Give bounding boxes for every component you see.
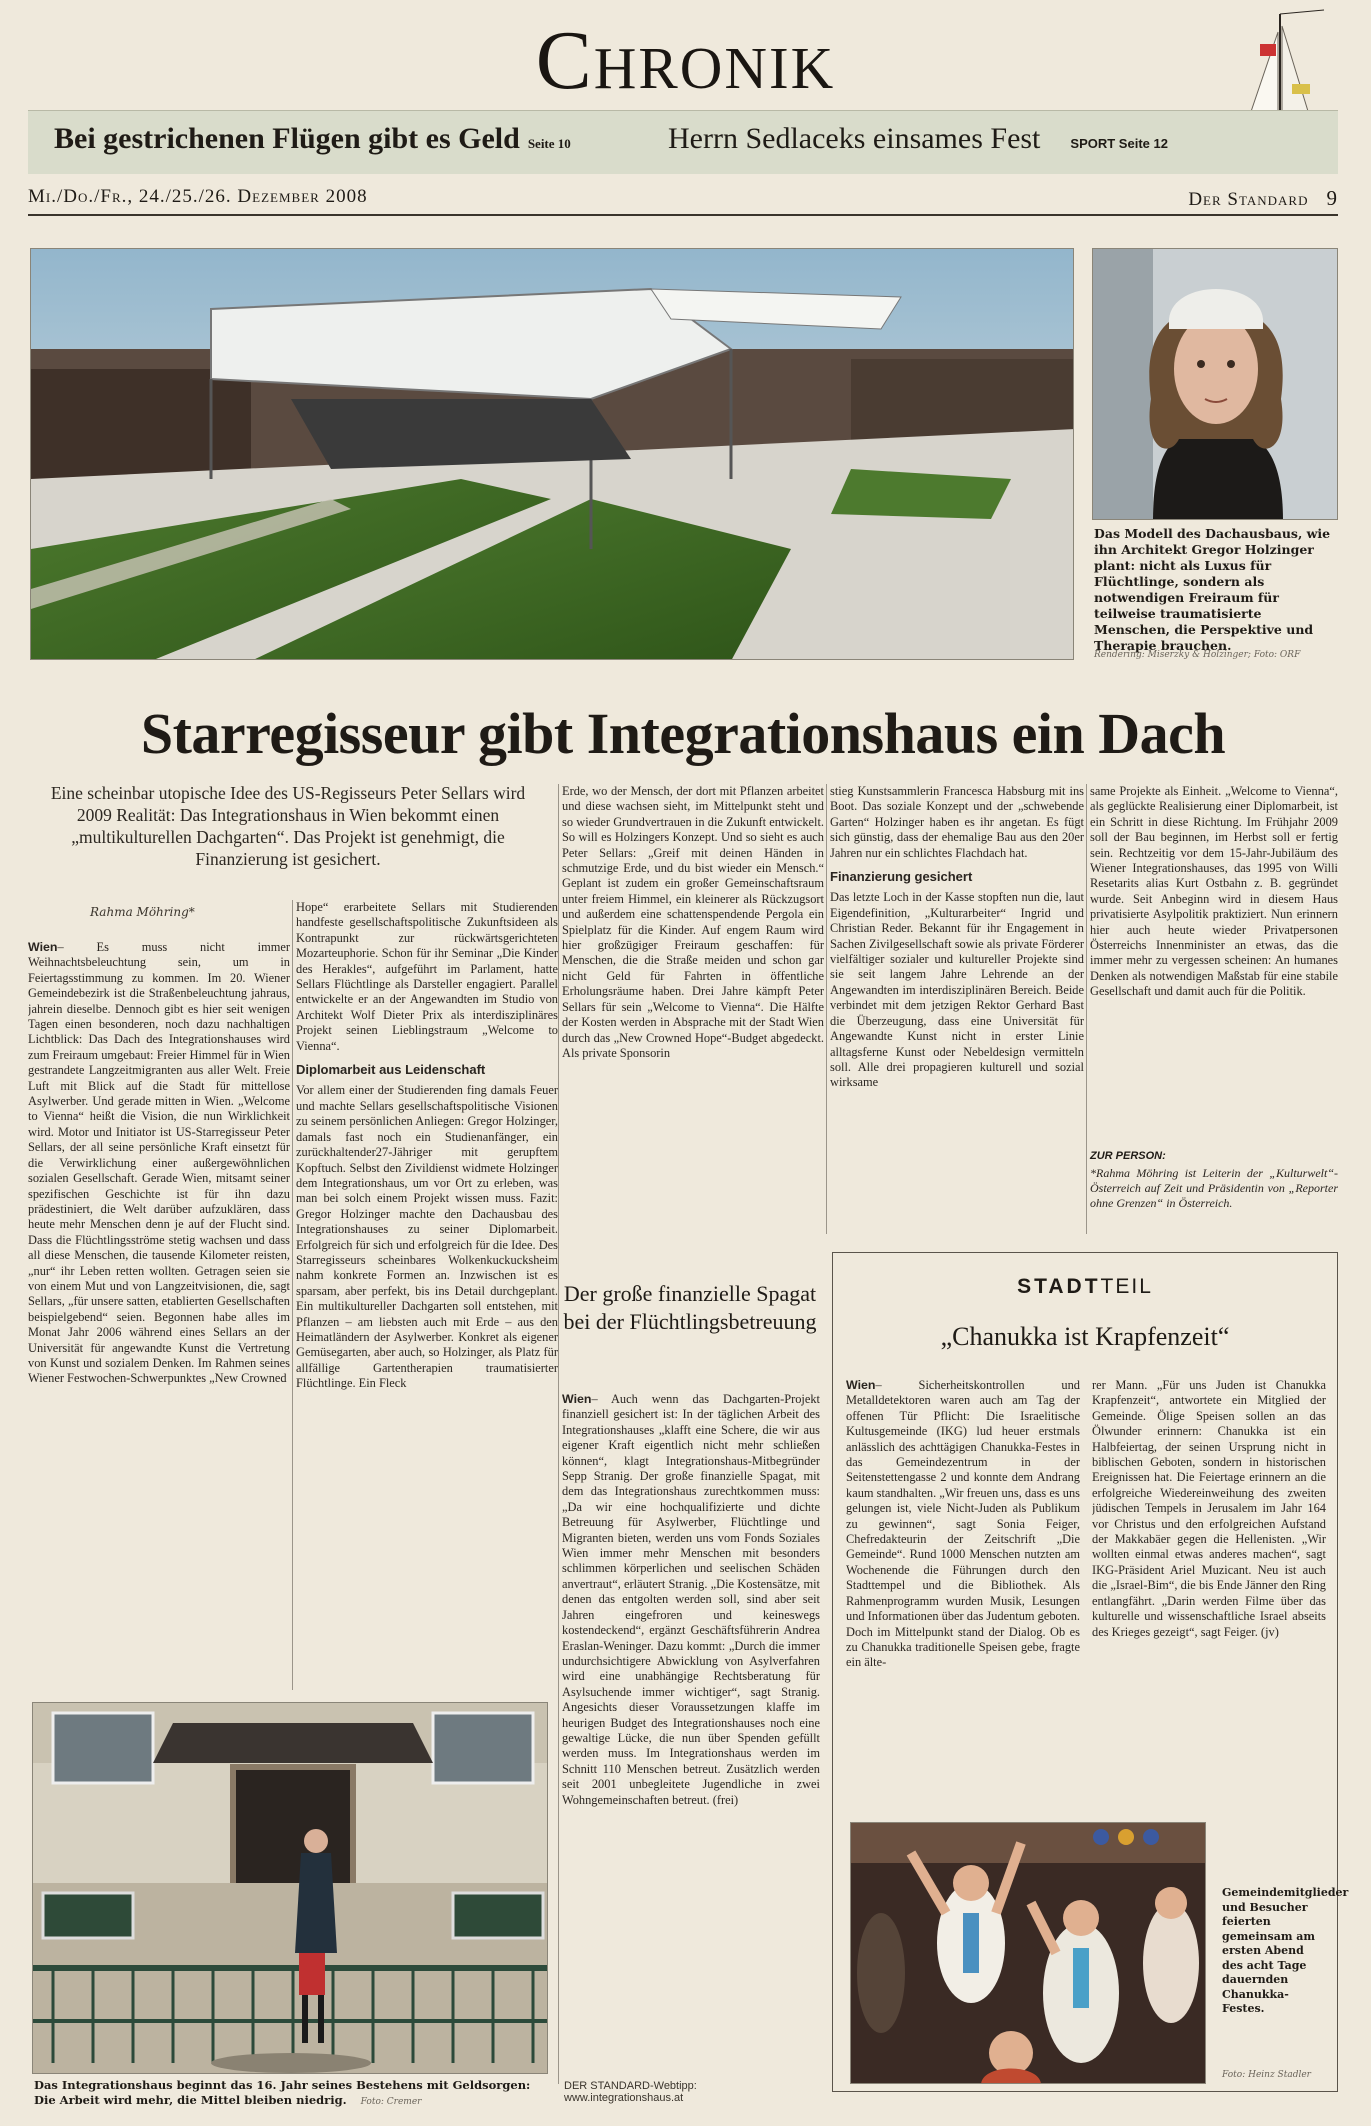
article-column-2 [296,900,558,1700]
rooftop-rendering-image [31,249,1074,660]
article-column-3 [562,784,824,1234]
article-column-1 [28,940,290,1700]
column-divider [1086,784,1087,1234]
article-dateline: Wien [28,940,58,954]
stadtteil-column-2 [1092,1378,1326,1818]
article-col4-text: stieg Kunstsammlerin Francesca Habsburg mit ins Boot. Das soziale Konzept und der „schwebende Garten“ Holzinger haben es ihr angetan. Es fügt sich günstig, dass der ehemalige Bau aus den 20er Jahren nur ein schlichtes Flachdach hat. [830,784,1084,860]
column-divider [292,900,293,1690]
column-divider [558,784,559,2084]
article-col4b-text: Das letzte Loch in der Kasse stopften nun die, laut Eigendefinition, „Kulturarbeiter“ Ingrid und Christian Reder. Bekannt für ihr Engagement in Sachen Zivilgesellschaft sowie als private Förderer vielfältiger sozialer und kultureller Projekte sind sie seit langem Jahre Lehrende an der Angewandten im interdisziplinären Bereich. Beide verbindet mit dem jetzigen Rektor Gerhard Bast die Überzeugung, dass eine Universität für Angewandte Kunst nicht in erster Linie alltagsferne Kunst oder Nebeldesign vermitteln soll. Alle drei propagieren kulturell und sozial wirksame [830,890,1084,1090]
article-col2-text: Hope“ erarbeitete Sellars mit Studierenden handfeste gesellschaftspolitische Zukunftsideen als Kontrapunkt zur rückwärtsgerichteten Mozarteuphorie. Schon für ihr Seminar „Die Kinder des Herakles“, aufgeführt im Parlament, hatte Sellars Flüchtlinge als Darsteller engagiert. Parallel entwickelte er an der Angewandten im Studio von Architekt Wolf Dieter Prix als interdisziplinäres Projekt seinen Lieblingstraum „Welcome to Vienna“. [296,900,558,1053]
chanukka-photo-caption: Gemeindemitglieder und Besucher feierten gemeinsam am ersten Abend des acht Tage dauernden Chanukka-Festes. [1222,1886,1349,2015]
paper-title: Der Standard [1188,189,1309,210]
article-col1-text: – Es muss nicht immer Weihnachtsbeleuchtung sein, um in Feiertagsstimmung zu kommen. Im 20. Wiener Gemeindebezirk ist die Straßenbeleuchtung jahraus, jahrein dieselbe. Dennoch gibt es hier seit wenigen Tagen einen besonderen, noch dazu nachhaltigen Lichtblick: Das Dach des Integrationshauses wird zum Freiraum umgebaut: Freier Himmel für in Wien gestrandete Langzeitmigranten aus aller Welt. Freie Luft mit Blick auf die Stadt für mittellose Asylwerber. Und gerade mitten in Wien. „Welcome to Vienna“ heißt die Vision, die nun Wirklichkeit wird. Motor und Initiator ist US-Starregisseur Peter Sellars, der all seine persönliche Kraft einsetzt für die Verwirklichung einer außergewöhnlichen sozialen Gesellschaft. Gerade Wien, mitsamt seiner spezifischen Geschichte ist für ihn dazu prädestiniert, die Welt darüber aufzuklären, dass heute mehr Menschen denn je auf der Flucht sind. Dass die Flüchtlingsströme stetig wachsen und dass all diese Menschen, die tausende Kilometer reisten, „nur“ ihr Leben retten wollten. Getragen seien sie von einem Mut und von Langzeitvisionen, die, sagt Sellars, „für unsere satten, etablierten Gesellschaften beispielgebend“ seien. Begonnen habe alles im Monat Jahr 2006 während eines Sellars an der Universität für angewandte Kunst die Vertretung von Kunst und sozialem Denken. Im Rahmen seines Wiener Festwochen-Schwerpunktes „New Crowned [28,940,290,1386]
article-headline: Starregisseur gibt Integrationshaus ein Dach [140,701,1226,766]
teaser-right-title: Herrn Sedlaceks einsames Fest [668,122,1041,155]
chanukka-photo [850,1822,1206,2084]
side-article-headline: Der große finanzielle Spagat bei der Flüchtlingsbetreuung [563,1281,817,1334]
article-column-5 [1090,784,1338,1144]
dateline-bar [28,182,1338,216]
side-article-body [562,1392,820,2002]
stadtteil-dateline: Wien [846,1378,876,1392]
subhead-finanzierung: Finanzierung gesichert [830,869,973,885]
top-photo-caption: Das Modell des Dachausbaus, wie ihn Architekt Gregor Holzinger plant: nicht als Luxus für Flüchtlinge, sondern als notwendigen Freiraum für teilweise traumatisierte Menschen, die Perspektive und Therapie brauchen. [1094,526,1331,653]
stadtteil-label [832,1275,1338,1299]
rooftop-rendering-photo [30,248,1074,660]
architect-portrait-image [1093,249,1338,520]
stadtteil-label-bold: STADT [1017,1275,1101,1298]
person-text: *Rahma Möhring ist Leiterin der „Kulturwelt“-Österreich auf Zeit und Präsidentin von „Reporter ohne Grenzen“ in Österreich. [1090,1166,1338,1210]
side-article-dateline: Wien [562,1392,592,1406]
paper-name [1188,186,1338,211]
stadtteil-column-1 [846,1378,1080,1818]
article-col3-text: Erde, wo der Mensch, der dort mit Pflanzen arbeitet und diese wachsen sieht, im Mittelpunkt steht und so wieder Grundvertrauen in die Zukunft entwickelt. So will es Holzingers Konzept. Und so sieht es auch Peter Sellars: „Greif mit deinen Händen in schmutzige Erde, und du bist wieder ein Mensch.“ Geplant ist zudem ein großer Gemeinschaftsraum unter freiem Himmel, ein kleinerer als Rückzugsort und außerdem eine schattenspendende Pergola ein Spielplatz für die Kinder. Auf engem Raum wird hier großzügiger Freiraum geschaffen: für Menschen, die die Straße meiden und schon gar nicht Geld für Fahrten in öffentliche Erholungsräume haben. Drei Jahre kämpft Peter Sellars für sein „Welcome to Vienna“. Die Hälfte der Kosten werden in Absprache mit der Stadt Wien durch das „New Crowned Hope“-Budget abgedeckt. Als private Sponsorin [562,784,824,1060]
stadtteil-label-thin: TEIL [1100,1275,1153,1298]
person-label: ZUR PERSON: [1090,1150,1166,1162]
chanukka-photo-credit: Foto: Heinz Stadler [1222,2070,1311,2080]
teaser-right[interactable] [668,122,1168,156]
stadtteil-col2-text: rer Mann. „Für uns Juden ist Chanukka Krapfenzeit“, antwortete ein Mitglied der Gemeinde. Ölige Speisen sollen an das Ölwunder erinnern: Chanukka ist ein Halbfeiertag, der seinen Ursprung nicht in biblischen Geboten, sondern in historischen Ereignissen hat. Die Feiertage erinnern an die erfolgreiche Wiedereinweihung des zweiten jüdischen Tempels in Jerusalem im Jahr 164 vor Christus und den erfolgreichen Aufstand der Makkabäer gegen die Hellenisten. „Wir wollten einmal etwas anderes machen“, sagt IKG-Präsident Ariel Muzicant. Neu ist auch die „Israel-Bim“, die bis Ende Jänner den Ring entlangfährt. „Darin werden Filme über das kulturelle und wissenschaftliche Israel abseits des Krieges gezeigt“, sagt Feiger. (jv) [1092,1378,1326,1639]
issue-date: Mi./Do./Fr., 24./25./26. Dezember 2008 [28,186,368,207]
integrationshaus-caption-text: Das Integrationshaus beginnt das 16. Jahr seines Bestehens mit Geldsorgen: Die Arbeit wird mehr, die Mittel bleiben niedrig. [34,2078,531,2107]
article-lead: Eine scheinbar utopische Idee des US-Regisseurs Peter Sellars wird 2009 Realität: Das Integrationshaus in Wien bekommt einen „multikulturellen Dachgarten“. Das Projekt ist genehmigt, die Finanzierung ist gesichert. [50,783,526,869]
integrationshaus-credit: Foto: Cremer [360,2097,422,2107]
integrationshaus-caption [34,2078,534,2110]
page-number: 9 [1326,186,1338,210]
article-column-4 [830,784,1084,1234]
webtipp-url[interactable]: www.integrationshaus.at [564,2092,684,2104]
chanukka-image [851,1823,1206,2084]
top-photo-credit: Rendering: Miserzky & Holzinger; Foto: ORF [1094,650,1301,660]
article-col5-text: same Projekte als Einheit. „Welcome to Vienna“, als geglückte Realisierung einer Diplomarbeit, ist ein Schritt in diese Richtung. Im Frühjahr 2009 soll der Bau beginnen, im Herbst soll er fertig sein. Rechtzeitig vor dem 15-Jahr-Jubiläum des Wiener Integrationshauses, das 1995 von Willi Resetarits alias Kurt Ostbahn z. B. gegründet wurde. Seit Anbeginn wird in diesem Haus privatisierte Asylpolitik praktiziert. Nun erinnern hier auch heute wieder Privatpersonen Österreichs Innenminister an etwas, das die immer mehr zu vergessen scheinen: An humanes Denken als notwendigen Maßstab für eine stabile Gesellschaft und damit auch für die Politik. [1090,784,1338,999]
integrationshaus-image [33,1703,548,2074]
column-divider [826,784,827,1234]
teaser-left-title: Bei gestrichenen Flügen gibt es Geld [54,122,520,155]
stadtteil-headline: „Chanukka ist Krapfenzeit“ [940,1322,1230,1351]
webtipp[interactable] [564,2080,820,2104]
article-col2b-text: Vor allem einer der Studierenden fing damals Feuer und machte Sellars gesellschaftspolitische Visionen zu seinem persönlichen Anliegen: Gregor Holzinger, damals fast noch ein Studienanfänger, ein zurückhaltender27-Jähriger mit gerupftem Kopftuch. Selbst den Zivildienst widmete Holzinger dem Integrationshaus, um vor Ort zu erleben, was man bei solch einem Projekt wissen muss. Fazit: Gregor Holzinger machte den Dachausbau des Integrationshauses zu seiner Diplomarbeit. Erfolgreich für sich und erfolgreich für die Idee. Des Starregisseurs scheinbares Wolkenkuckucksheim nahm konkrete Formen an. Inzwischen ist es sparsam, aber perfekt, bis ins Detail durchgeplant. Ein multikultureller Dachgarten soll entstehen, mit Pflanzen – am liebsten auch mit Erde – aus den Heimatländern der Asylwerber. Konkret als eigener Gemüsegarten, aber auch, so Holzinger, als Platz für allfällige Gartentherapien traumatisierter Flüchtlinge. Ein Fleck [296,1083,558,1391]
teaser-left[interactable] [54,122,571,156]
teaser-left-ref: Seite 10 [527,136,571,151]
subhead-diplomarbeit: Diplomarbeit aus Leidenschaft [296,1062,486,1078]
webtipp-label: DER STANDARD-Webtipp: [564,2080,697,2092]
article-byline: Rahma Möhring* [90,905,195,919]
architect-portrait-photo [1092,248,1338,520]
stadtteil-col1-text: – Sicherheitskontrollen und Metalldetektoren waren auch am Tag der offenen Tür Pflicht: Die Israelitische Kultusgemeinde (IKG) lud heuer erstmals anlässlich des achttägigen Chanukka-Festes in das Gemeindezentrum in der Seitenstettengasse 2 und konnte dem Andrang kaum standhalten. „Wir freuen uns, dass es uns gelungen ist, viele Nicht-Juden als Publikum zu gewinnen“, sagt Sonia Feiger, Chefredakteurin der Zeitschrift „Die Gemeinde“. Rund 1000 Menschen nutzten am Wochenende die Führungen durch den Stadttempel und die Bibliothek. Als Rahmenprogramm wurden Musik, Lesungen und Informationen über das Judentum geboten. Doch im Mittelpunkt stand der Dialog. Ob es zu Chanukka traditionelle Speisen gebe, fragte ein älte- [846,1378,1080,1670]
side-article-text: – Auch wenn das Dachgarten-Projekt finanziell gesichert ist: In der täglichen Arbeit des Integrationshauses „klafft eine Schere, die wir aus eigener Kraft eigentlich nicht mehr schließen können“, klagt Integrationshaus-Mitbegründer Sepp Stranig. Der große finanzielle Spagat, mit dem das Integrationshaus zurechtkommen muss: „Da wir eine hochqualifizierte und dichte Betreuung für Asylwerber, Flüchtlinge und Migranten bieten, werden uns vom Fonds Soziales Wien immer mehr Menschen mit besonders schlimmen körperlichen und seelischen Schäden anvertraut“, erläutert Stranig. „Die Kostensätze, mit denen das entgolten werden soll, sind aber seit Jahren eingefroren und keineswegs kostendeckend“, ergänzt Geschäftsführerin Andrea Eraslan-Weninger. Dazu kommt: „Durch die immer undurchsichtigere Abwicklung von Asylverfahren wird eine unabhängige Rechtsberatung für Asylsuchende immer wichtiger“, sagt Stranig. Angesichts dieser Voraussetzungen klaffe im heurigen Budget des Integrationshauses noch eine gewaltige Lücke, die nun über Spenden gefüllt werden muss. Im Integrationshaus werden im Schnitt 110 Menschen betreut. Zusätzlich werden seit 2001 unbegleitete Jugendliche in zwei Wohngemeinschaften betreut. (frei) [562,1392,820,1807]
section-title: Chronik [535,14,836,107]
integrationshaus-photo [32,1702,548,2074]
teaser-right-ref: SPORT Seite 12 [1070,136,1168,151]
